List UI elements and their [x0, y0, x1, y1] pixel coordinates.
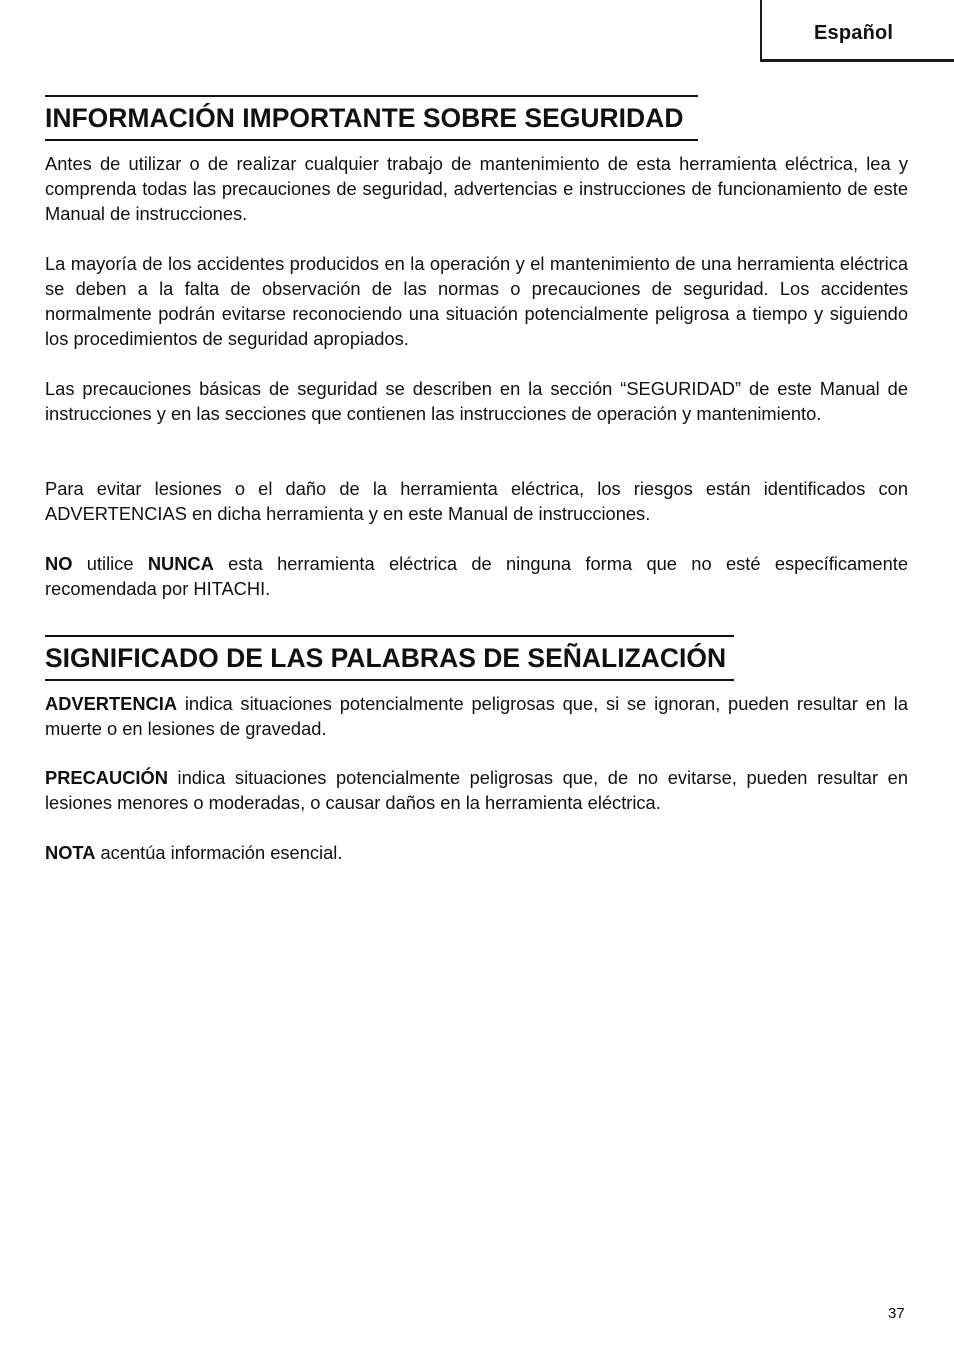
term-advertencia: ADVERTENCIA [45, 693, 178, 714]
section-title-signal-words: SIGNIFICADO DE LAS PALABRAS DE SEÑALIZACIÓN [45, 635, 734, 681]
text-recommendation: esta herramienta eléctrica de ninguna forma que no esté específicamente recomendada por HITACHI. [45, 553, 908, 599]
paragraph-accidents: La mayoría de los accidentes producidos en la operación y el mantenimiento de una herramienta eléctrica se deben a la falta de observación de las normas o precauciones de seguridad. Los accidentes normalmente podrán evitarse reconociendo una situación potencialmente peligrosa a tiempo y siguiendo los procedimientos de seguridad apropiados. [45, 253, 908, 349]
language-tab [760, 0, 954, 62]
bold-no: NO [45, 553, 73, 574]
definition-precaucion [45, 765, 908, 815]
paragraph-intro: Antes de utilizar o de realizar cualquier trabajo de mantenimiento de esta herramienta eléctrica, lea y comprenda todas las precauciones de seguridad, advertencias e instrucciones de funcionamiento de este Manual de instrucciones. [45, 153, 908, 224]
paragraph-never-use [45, 551, 908, 601]
section-title-safety-info: INFORMACIÓN IMPORTANTE SOBRE SEGURIDAD [45, 95, 698, 141]
text-advertencia: indica situaciones potencialmente peligrosas que, si se ignoran, pueden resultar en la muerte o en lesiones de gravedad. [45, 693, 908, 739]
definition-advertencia [45, 691, 908, 741]
bold-nunca: NUNCA [147, 553, 214, 574]
text-nota: acentúa información esencial. [95, 842, 343, 863]
definition-nota [45, 840, 908, 865]
text-utilice: utilice [72, 553, 148, 574]
text-precaucion: indica situaciones potencialmente peligrosas que, de no evitarse, pueden resultar en lesiones menores o moderadas, o causar daños en la herramienta eléctrica. [45, 767, 908, 813]
term-precaucion: PRECAUCIÓN [45, 767, 168, 788]
language-label: Español [814, 22, 894, 44]
paragraph-basic-precautions: Las precauciones básicas de seguridad se describen en la sección “SEGURIDAD” de este Manual de instrucciones y en las secciones que contienen las instrucciones de operación y mantenimiento. [45, 378, 908, 424]
term-nota: NOTA [45, 842, 96, 863]
page-number: 37 [888, 1305, 905, 1322]
paragraph-warnings: Para evitar lesiones o el daño de la herramienta eléctrica, los riesgos están identificados con ADVERTENCIAS en dicha herramienta y en este Manual de instrucciones. [45, 478, 908, 524]
